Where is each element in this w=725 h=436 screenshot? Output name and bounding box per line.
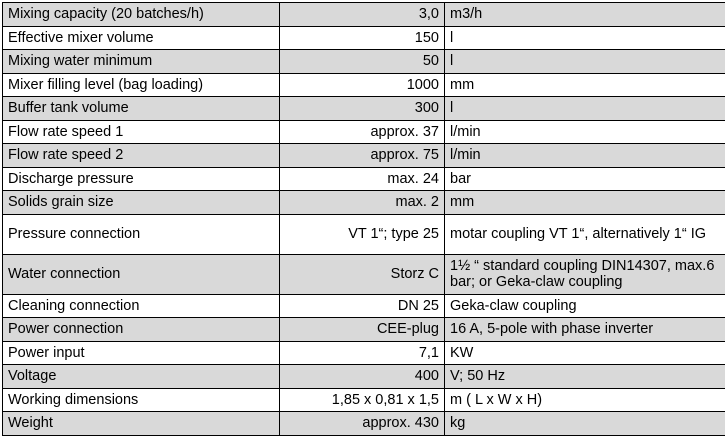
- table-row: [3, 318, 725, 342]
- spec-value: 1,85 x 0,81 x 1,5: [280, 388, 445, 412]
- spec-value: approx. 37: [280, 120, 445, 144]
- table-row: [3, 214, 725, 254]
- table-row: [3, 3, 725, 27]
- spec-unit: KW: [445, 341, 725, 365]
- specifications-table: [2, 2, 725, 436]
- spec-unit: l/min: [445, 120, 725, 144]
- spec-name: Water connection: [3, 254, 280, 294]
- table-row: [3, 144, 725, 168]
- table-row: [3, 254, 725, 294]
- spec-value: approx. 75: [280, 144, 445, 168]
- spec-value: 3,0: [280, 3, 445, 27]
- spec-unit: V; 50 Hz: [445, 365, 725, 389]
- table-row: [3, 50, 725, 74]
- table-row: [3, 26, 725, 50]
- spec-name: Voltage: [3, 365, 280, 389]
- table-row: [3, 120, 725, 144]
- spec-name: Mixing capacity (20 batches/h): [3, 3, 280, 27]
- spec-name: Flow rate speed 2: [3, 144, 280, 168]
- spec-unit: motar coupling VT 1“, alternatively 1“ IG: [445, 214, 725, 254]
- spec-value: 400: [280, 365, 445, 389]
- table-row: [3, 294, 725, 318]
- spec-value: CEE-plug: [280, 318, 445, 342]
- spec-name: Cleaning connection: [3, 294, 280, 318]
- spec-value: Storz C: [280, 254, 445, 294]
- spec-value: 7,1: [280, 341, 445, 365]
- spec-value: approx. 430: [280, 412, 445, 436]
- spec-name: Buffer tank volume: [3, 97, 280, 121]
- spec-unit: m3/h: [445, 3, 725, 27]
- table-row: [3, 73, 725, 97]
- spec-value: 150: [280, 26, 445, 50]
- spec-unit: mm: [445, 73, 725, 97]
- spec-unit: l: [445, 97, 725, 121]
- spec-unit: 1½ “ standard coupling DIN14307, max.6 bar; or Geka-claw coupling: [445, 254, 725, 294]
- spec-name: Effective mixer volume: [3, 26, 280, 50]
- spec-value: max. 2: [280, 191, 445, 215]
- table-row: [3, 341, 725, 365]
- table-row: [3, 167, 725, 191]
- table-row: [3, 388, 725, 412]
- table-row: [3, 191, 725, 215]
- spec-name: Power input: [3, 341, 280, 365]
- spec-unit: l: [445, 50, 725, 74]
- spec-unit: bar: [445, 167, 725, 191]
- spec-unit: 16 A, 5-pole with phase inverter: [445, 318, 725, 342]
- spec-value: 300: [280, 97, 445, 121]
- spec-name: Mixer filling level (bag loading): [3, 73, 280, 97]
- spec-unit: mm: [445, 191, 725, 215]
- spec-name: Power connection: [3, 318, 280, 342]
- spec-name: Discharge pressure: [3, 167, 280, 191]
- table-row: [3, 97, 725, 121]
- table-row: [3, 412, 725, 436]
- spec-unit: m ( L x W x H): [445, 388, 725, 412]
- spec-value: 1000: [280, 73, 445, 97]
- spec-name: Flow rate speed 1: [3, 120, 280, 144]
- table-row: [3, 365, 725, 389]
- spec-name: Solids grain size: [3, 191, 280, 215]
- spec-value: VT 1“; type 25: [280, 214, 445, 254]
- spec-unit: l: [445, 26, 725, 50]
- spec-unit: l/min: [445, 144, 725, 168]
- spec-unit: kg: [445, 412, 725, 436]
- spec-unit: Geka-claw coupling: [445, 294, 725, 318]
- spec-name: Mixing water minimum: [3, 50, 280, 74]
- spec-name: Working dimensions: [3, 388, 280, 412]
- spec-name: Weight: [3, 412, 280, 436]
- spec-name: Pressure connection: [3, 214, 280, 254]
- spec-value: max. 24: [280, 167, 445, 191]
- spec-value: 50: [280, 50, 445, 74]
- spec-value: DN 25: [280, 294, 445, 318]
